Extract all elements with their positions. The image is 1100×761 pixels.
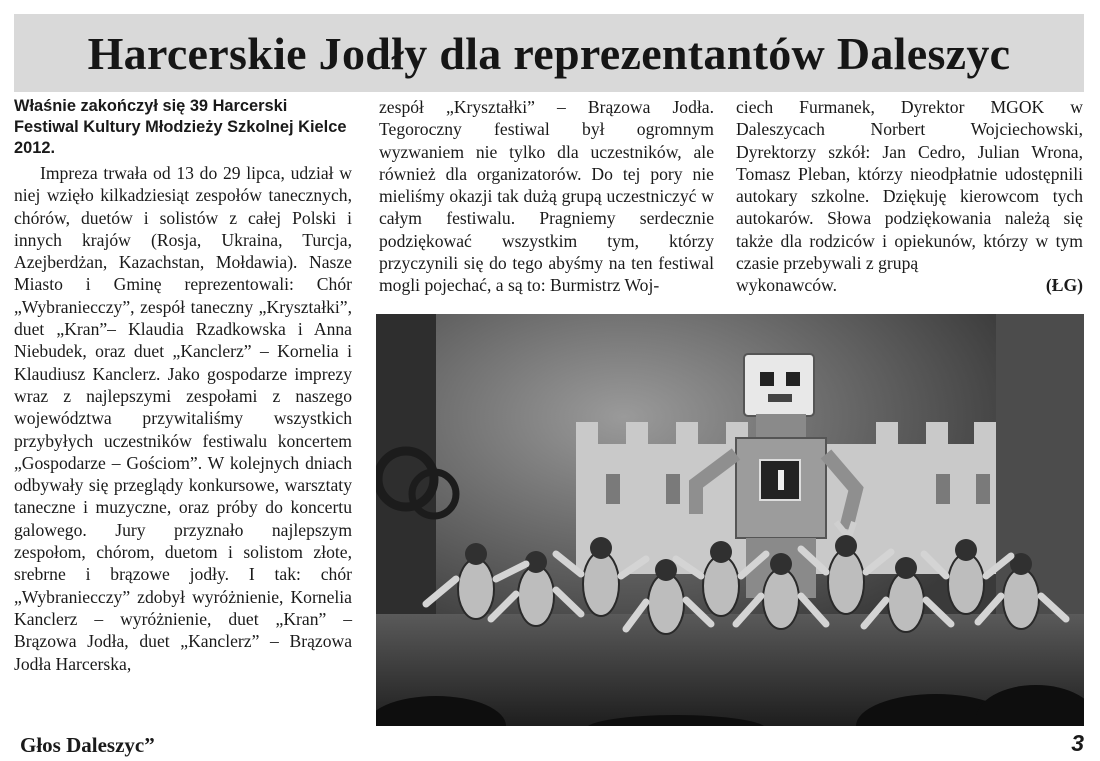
headline: Harcerskie Jodły dla reprezentantów Daleszyc xyxy=(87,27,1011,79)
article-body-3-end: wykonawców. xyxy=(736,275,837,296)
page-number: 3 xyxy=(1071,730,1084,756)
headline-banner xyxy=(14,14,1084,92)
article-column-3 xyxy=(736,96,1083,297)
article-column-1 xyxy=(14,96,352,675)
article-body-1: Impreza trwała od 13 do 29 lipca, udział w niej wzięło kilkadziesiąt zespołów tanecznych, chórów, duetów i solistów z całej Polski i innych krajów (Rosja, Ukraina, Turcja, Azejberdżan, Kazachstan, Mołdawia). Nasze Miasto i Gminę reprezentowali: Chór „Wybraniecczy”, zespół taneczny „Kryształki”, duet „Kran”– Klaudia Rzadkowska i Anna Niebudek, oraz duet „Kanclerz” – Kornelia i Klaudiusz Kanclerz. Jako gospodarze imprezy wraz z najlepszymi zespołami z naszego województwa przywitaliśmy wszystkich przybyłych uczestników festiwalu koncertem „Gospodarze – Gościom”. W kolejnych dniach odbywały się przeglądy konkursowe, warsztaty taneczne i muzyczne, oraz próby do koncertu galowego. Jury przyznało najlepszym zespołom, chórom, duetom i solistom złote, srebrne i brązowe jodły. I tak: chór „Wybraniecczy” zdobył wyróżnienie, Kornelia Kanclerz – wyróżnienie, duet „Kran” – Brązowa Jodła, duet „Kanclerz” – Brązowa Jodła Harcerska, xyxy=(14,163,352,674)
article-body-3: ciech Furmanek, Dyrektor MGOK w Daleszycach Norbert Wojciechowski, Dyrektorzy szkół: Jan Cedro, Julian Wrona, Tomasz Pleban, którzy nieodpłatnie udostępnili autokary szkolne. Dziękuję kierowcom tych autokarów. Słowa podziękowania należą się także dla rodziców i opiekunów, którzy w tym czasie przebywali z grupą xyxy=(736,97,1083,274)
publication-name: Głos Daleszyc” xyxy=(20,733,155,757)
author-signature: (ŁG) xyxy=(1045,275,1083,296)
article-lead: Właśnie zakończył się 39 Harcerski Festiwal Kultury Młodzieży Szkolnej Kielce 2012. xyxy=(14,97,347,157)
festival-stage-photo xyxy=(376,314,1084,726)
article-column-2 xyxy=(379,96,714,297)
article-body-2: zespół „Kryształki” – Brązowa Jodła. Tegoroczny festiwal był ogromnym wyzwaniem nie tylko dla uczestników, ale również dla organizatorów. Do tej pory nie mieliśmy okazji tak dużą grupą uczestniczyć w całym festiwalu. Pragniemy serdecznie podziękować wszystkim tym, którzy przyczynili się do tego abyśmy na ten festiwal mogli pojechać, a są to: Burmistrz Woj- xyxy=(379,97,714,296)
closing-line xyxy=(736,274,1083,296)
